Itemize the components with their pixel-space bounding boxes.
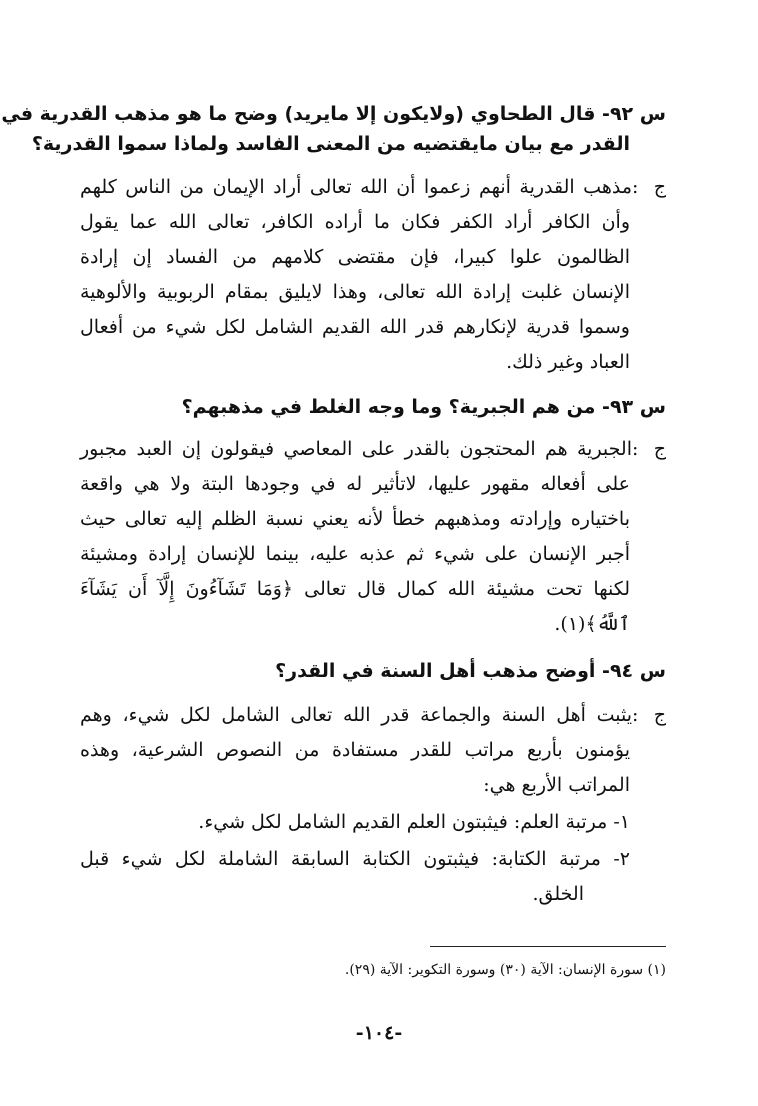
answer-93-line-2: على أفعاله مقهور عليها، لاتأثير له في وجودها البتة ولا هي واقعة bbox=[80, 473, 630, 495]
answer-94-line-2: يؤمنون بأربع مراتب للقدر مستفادة من النصوص الشرعية، وهذه bbox=[80, 739, 630, 761]
answer-93-mark: ج : bbox=[632, 438, 666, 460]
question-94-line-1: س ٩٤- أوضح مذهب أهل السنة في القدر؟ bbox=[275, 660, 666, 682]
question-92-line-1: س ٩٢- قال الطحاوي (ولايكون إلا مايريد) وضح ما هو مذهب القدرية في bbox=[1, 103, 666, 125]
answer-93-line-6: ٱللَّهُ﴾(١). bbox=[554, 613, 630, 635]
answer-94-mark: ج : bbox=[632, 704, 666, 726]
answer-92-line-6: العباد وغير ذلك. bbox=[506, 351, 630, 373]
answer-94-line-3: المراتب الأربع هي: bbox=[483, 774, 630, 796]
footnote-divider bbox=[430, 946, 666, 947]
answer-93-line-5: لكنها تحت مشيئة الله كمال قال تعالى ﴿وَمَا تَشَآءُونَ إِلَّآ أَن يَشَآءَ bbox=[80, 578, 630, 600]
answer-92-line-4: الإنسان غلبت إرادة الله تعالى، وهذا لايليق بمقام الربوبية والألوهية bbox=[80, 281, 630, 303]
page-number: -١٠٤- bbox=[355, 1022, 403, 1044]
answer-92-line-2: وأن الكافر أراد الكفر فكان ما أراده الكافر، تعالى الله عما يقول bbox=[80, 211, 630, 233]
answer-93-line-1 bbox=[80, 440, 666, 459]
answer-94-text-1: يثبت أهل السنة والجماعة قدر الله تعالى الشامل لكل شيء، وهم bbox=[80, 704, 632, 726]
list-item-2-continued: الخلق. bbox=[532, 883, 584, 905]
answer-92-text-1: مذهب القدرية أنهم زعموا أن الله تعالى أراد الإيمان من الناس كلهم bbox=[80, 176, 632, 198]
answer-92-mark: ج : bbox=[632, 176, 666, 198]
answer-92-line-5: وسموا قدرية لإنكارهم قدر الله القديم الشامل لكل شيء من أفعال bbox=[80, 316, 630, 338]
answer-92-line-3: الظالمون علوا كبيرا، فإن مقتضى كلامهم من الفساد إن إرادة bbox=[80, 246, 630, 268]
answer-93-line-4: أجبر الإنسان على شيء ثم عذبه عليه، بينما للإنسان إرادة ومشيئة bbox=[80, 543, 630, 565]
footnote: (١) سورة الإنسان: الآية (٣٠) وسورة التكوير: الآية (٢٩). bbox=[344, 962, 666, 978]
list-item-2: ٢- مرتبة الكتابة: فيثبتون الكتابة السابقة الشاملة لكل شيء قبل bbox=[80, 848, 630, 870]
answer-92-line-1 bbox=[80, 178, 666, 197]
answer-93-text-1: الجبرية هم المحتجون بالقدر على المعاصي فيقولون إن العبد مجبور bbox=[80, 438, 632, 460]
answer-93-line-3: باختياره وإرادته ومذهبهم خطأ لأنه يعني نسبة الظلم إليه تعالى حيث bbox=[80, 508, 630, 530]
answer-94-line-1 bbox=[80, 706, 666, 725]
question-92-line-2: القدر مع بيان مايقتضيه من المعنى الفاسد ولماذا سموا القدرية؟ bbox=[31, 133, 630, 155]
question-93-line-1: س ٩٣- من هم الجبرية؟ وما وجه الغلط في مذهبهم؟ bbox=[181, 396, 666, 418]
list-item-1: ١- مرتبة العلم: فيثبتون العلم القديم الشامل لكل شيء. bbox=[198, 811, 630, 833]
